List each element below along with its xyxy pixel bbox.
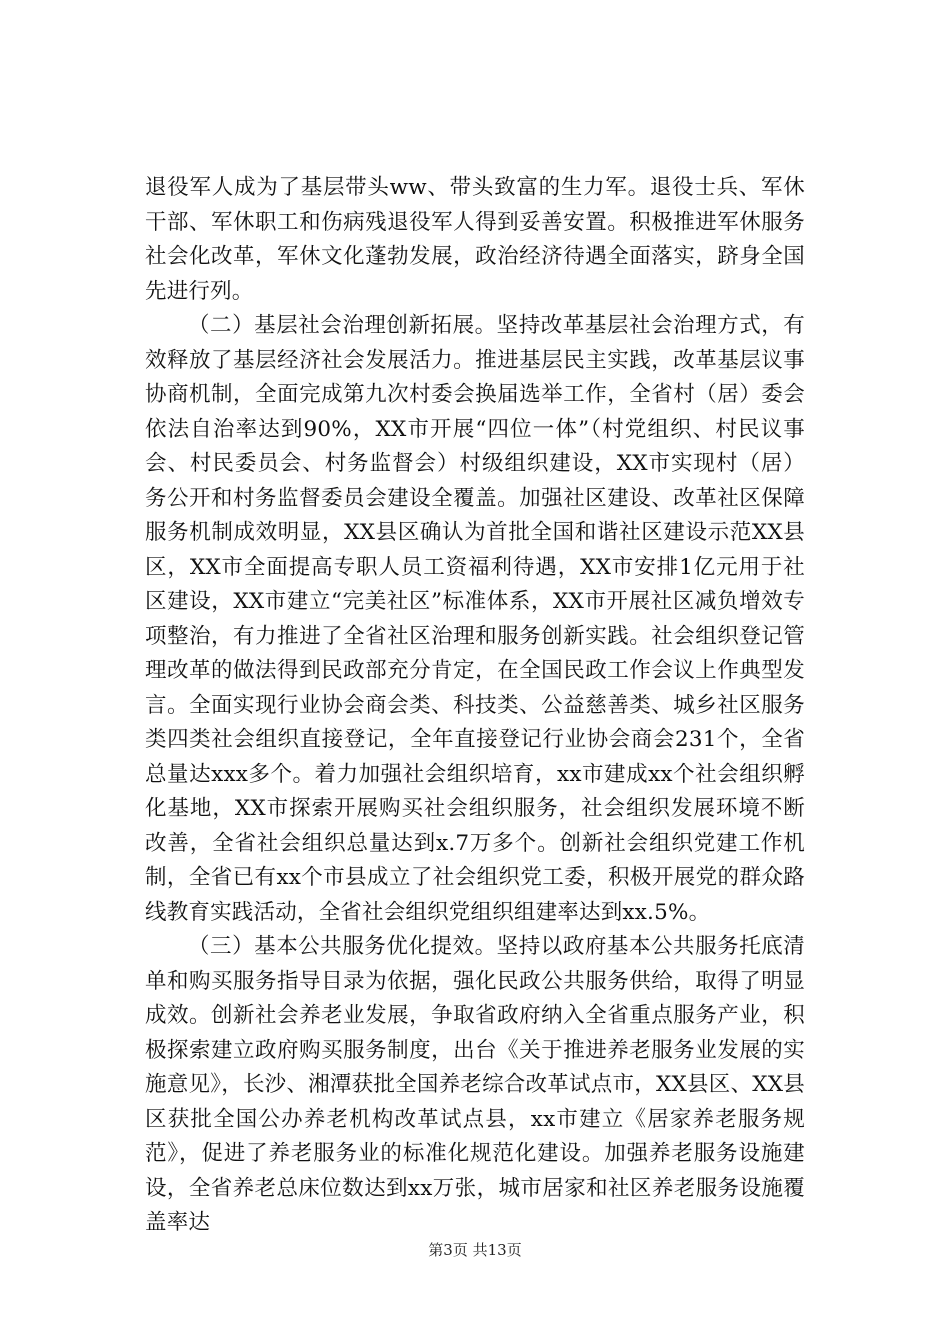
paragraph-continuation: 退役军人成为了基层带头ww、带头致富的生力军。退役士兵、军休干部、军休职工和伤病残退役军人得到妥善安置。积极推进军休服务社会化改革，军休文化蓬勃发展，政治经济待遇全面落实，跻身全国先进行列。: [145, 175, 805, 304]
document-body: [145, 171, 805, 1241]
paragraph-section-three: （三）基本公共服务优化提效。坚持以政府基本公共服务托底清单和购买服务指导目录为依据，强化民政公共服务供给，取得了明显成效。创新社会养老业发展，争取省政府纳入全省重点服务产业，积极探索建立政府购买服务制度，出台《关于推进养老服务业发展的实施意见》，长沙、湘潭获批全国养老综合改革试点市，XX县区、XX县区获批全国公办养老机构改革试点县，xx市建立《居家养老服务规范》，促进了养老服务业的标准化规范化建设。加强养老服务设施建设，全省养老总床位数达到xx万张，城市居家和社区养老服务设施覆盖率达: [145, 934, 805, 1235]
page-footer: 第3页 共13页: [428, 1241, 522, 1259]
paragraph-section-two: （二）基层社会治理创新拓展。坚持改革基层社会治理方式，有效释放了基层经济社会发展活力。推进基层民主实践，改革基层议事协商机制，全面完成第九次村委会换届选举工作，全省村（居）委会依法自治率达到90%，XX市开展“四位一体”（村党组织、村民议事会、村民委员会、村务监督会）村级组织建设，XX市实现村（居）务公开和村务监督委员会建设全覆盖。加强社区建设、改革社区保障服务机制成效明显，XX县区确认为首批全国和谐社区建设示范XX县区，XX市全面提高专职人员工资福利待遇，XX市安排1亿元用于社区建设，XX市建立“完美社区”标准体系，XX市开展社区减负增效专项整治，有力推进了全省社区治理和服务创新实践。社会组织登记管理改革的做法得到民政部充分肯定，在全国民政工作会议上作典型发言。全面实现行业协会商会类、科技类、公益慈善类、城乡社区服务类四类社会组织直接登记，全年直接登记行业协会商会231个，全省总量达xxx多个。着力加强社会组织培育，xx市建成xx个社会组织孵化基地，XX市探索开展购买社会组织服务，社会组织发展环境不断改善，全省社会组织总量达到x.7万多个。创新社会组织党建工作机制，全省已有xx个市县成立了社会组织党工委，积极开展党的群众路线教育实践活动，全省社会组织党组织组建率达到xx.5%。: [145, 313, 805, 925]
